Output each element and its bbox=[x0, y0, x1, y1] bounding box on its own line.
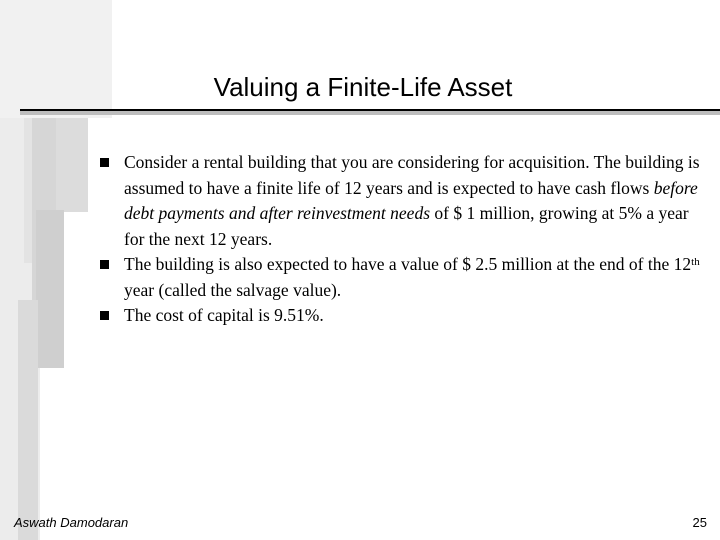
bullet-superscript: th bbox=[691, 256, 700, 268]
page-number: 25 bbox=[692, 515, 707, 530]
bullet-item bbox=[100, 252, 700, 303]
bullet-list bbox=[100, 150, 700, 329]
footer-author: Aswath Damodaran bbox=[14, 515, 129, 530]
slide-title: Valuing a Finite-Life Asset bbox=[213, 72, 513, 102]
square-bullet-icon bbox=[100, 260, 109, 269]
bullet-text: of $ 1 million, growing at 5% a year for the next 12 years. bbox=[124, 203, 689, 249]
square-bullet-icon bbox=[100, 311, 109, 320]
bullet-item bbox=[100, 303, 700, 329]
decorative-block bbox=[18, 300, 38, 540]
bullet-text: year (called the salvage value). bbox=[124, 279, 342, 300]
bullet-text: Consider a rental building that you are considering for acquisition. The building is assumed to have a finite life of 12 years and is expected to have cash flows bbox=[124, 152, 700, 198]
square-bullet-icon bbox=[100, 158, 109, 167]
bullet-text: The cost of capital is 9.51%. bbox=[124, 305, 324, 325]
bullet-text: The building is also expected to have a value of $ 2.5 million at the end of the 12 bbox=[124, 254, 692, 274]
decorative-block bbox=[36, 210, 64, 368]
title-underline-shadow bbox=[20, 111, 720, 115]
bullet-item bbox=[100, 150, 700, 252]
bullet-emphasis: before debt payments and after reinvestment needs bbox=[124, 177, 698, 223]
